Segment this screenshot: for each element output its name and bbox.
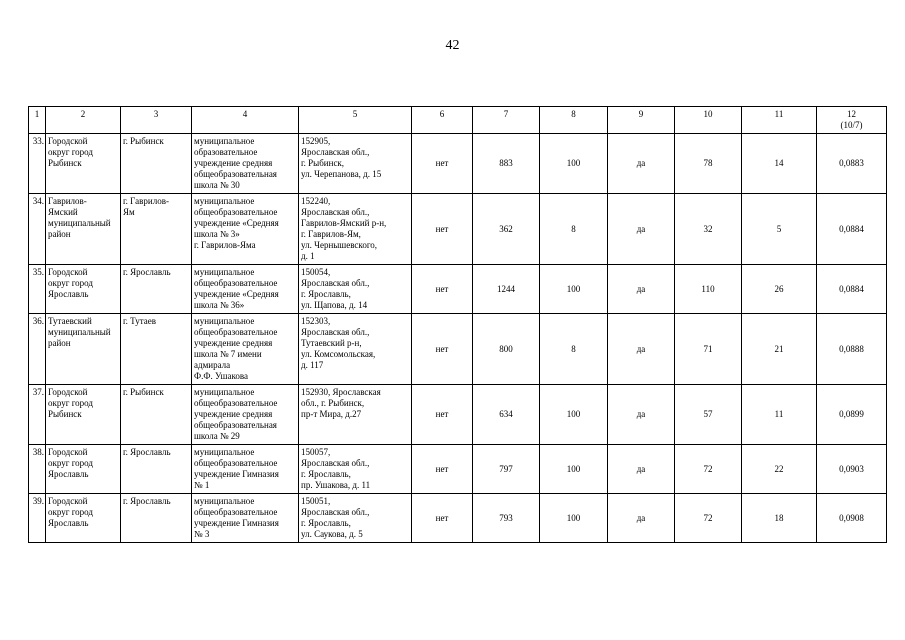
col9-cell: да xyxy=(608,445,675,494)
school-name-cell: муниципальное общеобразовательное учреждение Гимназия № 3 xyxy=(192,494,299,543)
address-cell: 152303, Ярославская обл., Тутаевский р-н, ул. Комсомольская, д. 117 xyxy=(299,314,412,385)
col11-cell: 21 xyxy=(742,314,817,385)
table-row xyxy=(29,194,887,265)
row-number-cell: 37. xyxy=(29,385,46,445)
col6-cell: нет xyxy=(412,385,473,445)
col8-cell: 100 xyxy=(540,494,608,543)
col6-cell: нет xyxy=(412,494,473,543)
table-row xyxy=(29,385,887,445)
col8-cell: 100 xyxy=(540,445,608,494)
col11-cell: 14 xyxy=(742,134,817,194)
col8-cell: 100 xyxy=(540,134,608,194)
col9-cell: да xyxy=(608,494,675,543)
column-header: 7 xyxy=(473,107,540,134)
column-header: 2 xyxy=(46,107,121,134)
table-row xyxy=(29,445,887,494)
address-cell: 150051, Ярославская обл., г. Ярославль, ул. Саукова, д. 5 xyxy=(299,494,412,543)
column-header: 11 xyxy=(742,107,817,134)
district-cell: Городской округ город Ярославль xyxy=(46,265,121,314)
column-header: 6 xyxy=(412,107,473,134)
col11-cell: 18 xyxy=(742,494,817,543)
column-header: 9 xyxy=(608,107,675,134)
col6-cell: нет xyxy=(412,265,473,314)
school-name-cell: муниципальное образовательное учреждение средняя общеобразовательная школа № 30 xyxy=(192,134,299,194)
col8-cell: 100 xyxy=(540,265,608,314)
col11-cell: 22 xyxy=(742,445,817,494)
col7-cell: 634 xyxy=(473,385,540,445)
col7-cell: 362 xyxy=(473,194,540,265)
col9-cell: да xyxy=(608,314,675,385)
col10-cell: 57 xyxy=(675,385,742,445)
col11-cell: 26 xyxy=(742,265,817,314)
col10-cell: 32 xyxy=(675,194,742,265)
address-cell: 150054, Ярославская обл., г. Ярославль, ул. Щапова, д. 14 xyxy=(299,265,412,314)
column-header: 8 xyxy=(540,107,608,134)
col6-cell: нет xyxy=(412,314,473,385)
page-number: 42 xyxy=(445,38,460,53)
col11-cell: 11 xyxy=(742,385,817,445)
col12-cell: 0,0888 xyxy=(817,314,887,385)
row-number-cell: 39. xyxy=(29,494,46,543)
col12-cell: 0,0908 xyxy=(817,494,887,543)
locality-cell: г. Гаврилов- Ям xyxy=(121,194,192,265)
table-header-row xyxy=(29,107,887,134)
col6-cell: нет xyxy=(412,194,473,265)
col10-cell: 72 xyxy=(675,445,742,494)
column-header: 4 xyxy=(192,107,299,134)
district-cell: Городской округ город Рыбинск xyxy=(46,134,121,194)
school-name-cell: муниципальное общеобразовательное учреждение «Средняя школа № 3» г. Гаврилов-Яма xyxy=(192,194,299,265)
district-cell: Городской округ город Ярославль xyxy=(46,494,121,543)
col12-cell: 0,0903 xyxy=(817,445,887,494)
district-cell: Городской округ город Ярославль xyxy=(46,445,121,494)
row-number-cell: 33. xyxy=(29,134,46,194)
table-row xyxy=(29,265,887,314)
locality-cell: г. Ярославль xyxy=(121,445,192,494)
locality-cell: г. Тутаев xyxy=(121,314,192,385)
address-cell: 152930, Ярославская обл., г. Рыбинск, пр-т Мира, д.27 xyxy=(299,385,412,445)
col12-cell: 0,0884 xyxy=(817,194,887,265)
col6-cell: нет xyxy=(412,445,473,494)
col7-cell: 800 xyxy=(473,314,540,385)
col9-cell: да xyxy=(608,385,675,445)
row-number-cell: 35. xyxy=(29,265,46,314)
col9-cell: да xyxy=(608,134,675,194)
table-body xyxy=(29,134,887,543)
school-name-cell: муниципальное общеобразовательное учреждение средняя школа № 7 имени адмирала Ф.Ф. Ушакова xyxy=(192,314,299,385)
address-cell: 152240, Ярославская обл., Гаврилов-Ямский р-н, г. Гаврилов-Ям, ул. Чернышевского, д. 1 xyxy=(299,194,412,265)
data-table xyxy=(28,106,887,543)
school-name-cell: муниципальное общеобразовательное учреждение «Средняя школа № 36» xyxy=(192,265,299,314)
address-cell: 152905, Ярославская обл., г. Рыбинск, ул. Черепанова, д. 15 xyxy=(299,134,412,194)
col12-cell: 0,0884 xyxy=(817,265,887,314)
address-cell: 150057, Ярославская обл., г. Ярославль, пр. Ушакова, д. 11 xyxy=(299,445,412,494)
district-cell: Городской округ город Рыбинск xyxy=(46,385,121,445)
col7-cell: 883 xyxy=(473,134,540,194)
col8-cell: 100 xyxy=(540,385,608,445)
col12-cell: 0,0883 xyxy=(817,134,887,194)
col11-cell: 5 xyxy=(742,194,817,265)
col7-cell: 1244 xyxy=(473,265,540,314)
col7-cell: 793 xyxy=(473,494,540,543)
table-row xyxy=(29,134,887,194)
col8-cell: 8 xyxy=(540,314,608,385)
col10-cell: 72 xyxy=(675,494,742,543)
row-number-cell: 34. xyxy=(29,194,46,265)
column-header: 1 xyxy=(29,107,46,134)
col10-cell: 71 xyxy=(675,314,742,385)
table-row xyxy=(29,494,887,543)
locality-cell: г. Рыбинск xyxy=(121,134,192,194)
locality-cell: г. Ярославль xyxy=(121,494,192,543)
school-name-cell: муниципальное общеобразовательное учреждение средняя общеобразовательная школа № 29 xyxy=(192,385,299,445)
col10-cell: 78 xyxy=(675,134,742,194)
col10-cell: 110 xyxy=(675,265,742,314)
col6-cell: нет xyxy=(412,134,473,194)
row-number-cell: 36. xyxy=(29,314,46,385)
column-header: 3 xyxy=(121,107,192,134)
row-number-cell: 38. xyxy=(29,445,46,494)
col12-cell: 0,0899 xyxy=(817,385,887,445)
locality-cell: г. Ярославль xyxy=(121,265,192,314)
school-name-cell: муниципальное общеобразовательное учреждение Гимназия № 1 xyxy=(192,445,299,494)
column-header: 5 xyxy=(299,107,412,134)
column-header: 12 (10/7) xyxy=(817,107,887,134)
col8-cell: 8 xyxy=(540,194,608,265)
table-row xyxy=(29,314,887,385)
col9-cell: да xyxy=(608,194,675,265)
column-header: 10 xyxy=(675,107,742,134)
locality-cell: г. Рыбинск xyxy=(121,385,192,445)
col7-cell: 797 xyxy=(473,445,540,494)
district-cell: Гаврилов- Ямский муниципальный район xyxy=(46,194,121,265)
district-cell: Тутаевский муниципальный район xyxy=(46,314,121,385)
col9-cell: да xyxy=(608,265,675,314)
